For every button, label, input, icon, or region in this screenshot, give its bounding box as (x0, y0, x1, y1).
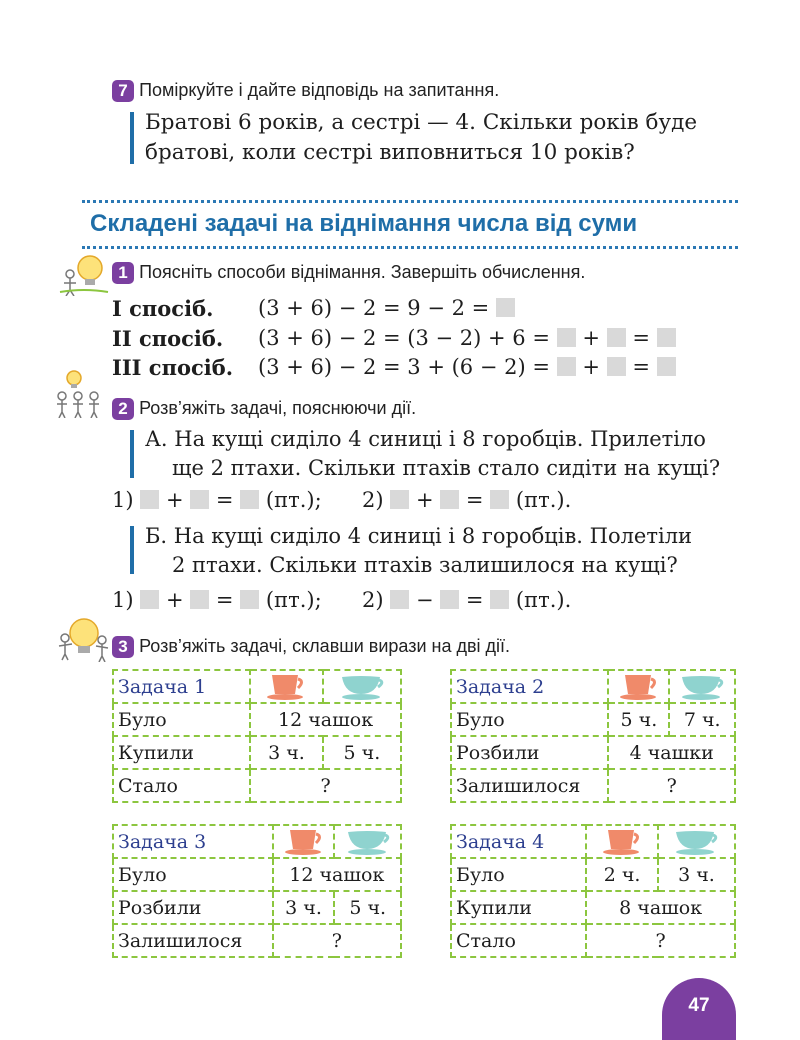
answer-box[interactable] (496, 298, 515, 317)
answer-box[interactable] (390, 590, 409, 609)
orange-cup-icon (608, 670, 669, 703)
answer-box[interactable] (657, 328, 676, 347)
answer-box[interactable] (607, 328, 626, 347)
teal-cup-icon (323, 670, 401, 703)
table-title: Задача 1 (113, 670, 250, 703)
quote-bar (130, 526, 134, 574)
operator: + (582, 355, 600, 379)
quote-bar (130, 112, 134, 164)
cell-value: 4 чашки (608, 736, 735, 769)
cell-value: ? (250, 769, 401, 802)
row-label: Залишилося (451, 769, 608, 802)
teal-cup-icon (334, 825, 401, 858)
task2-instruction: Розв’яжіть задачі, пояснюючи дії. (139, 398, 417, 418)
row-label: Було (451, 703, 608, 736)
cell-value: ? (273, 924, 401, 957)
cell-value: 3 ч. (273, 891, 335, 924)
orange-cup-icon (586, 825, 658, 858)
expr: (3 + 6) − 2 = 9 − 2 = (258, 296, 490, 320)
row-label: Було (113, 703, 250, 736)
answer-box[interactable] (140, 590, 159, 609)
task-table-3 (112, 824, 402, 958)
row-label: Стало (451, 924, 586, 957)
equals: = (215, 588, 234, 612)
equals: = (215, 488, 234, 512)
task1-expression (258, 355, 676, 379)
method-label: I спосіб. (112, 296, 214, 321)
equals: = (632, 355, 650, 379)
page-number: 47 (662, 978, 736, 1040)
task2b-line1: Б. На кущі сиділо 4 синиці і 8 горобців. Полетіли (145, 524, 693, 548)
task1-row (112, 355, 233, 380)
task2a-line1: А. На кущі сиділо 4 синиці і 8 горобців. Прилетіло (145, 427, 706, 451)
task-table-1 (112, 669, 402, 803)
method-label: II спосіб. (112, 326, 224, 351)
task2a-line2: ще 2 птахи. Скільки птахів стало сидіти на кущі? (172, 456, 721, 480)
task-table-2 (450, 669, 736, 803)
step-number: 1) (112, 488, 134, 512)
method-label: III спосіб. (112, 355, 234, 380)
operator: + (165, 588, 184, 612)
step-number: 2) (362, 488, 384, 512)
dotted-divider-bottom (82, 246, 738, 249)
step-number: 1) (112, 588, 134, 612)
answer-box[interactable] (657, 357, 676, 376)
task-number-badge: 1 (112, 262, 134, 284)
row-label: Розбили (451, 736, 608, 769)
row-label: Розбили (113, 891, 273, 924)
task2a-solution-1 (112, 488, 322, 512)
answer-box[interactable] (440, 490, 459, 509)
task-table-4 (450, 824, 736, 958)
task7-line2: братові, коли сестрі виповниться 10 років? (145, 140, 635, 165)
answer-box[interactable] (240, 590, 259, 609)
unit: (пт.). (515, 488, 572, 512)
operator: + (415, 488, 434, 512)
answer-box[interactable] (557, 357, 576, 376)
unit: (пт.); (265, 588, 322, 612)
answer-box[interactable] (490, 590, 509, 609)
thinking-bulb-icon (58, 252, 110, 300)
cell-value: 8 чашок (586, 891, 735, 924)
task3-header (112, 636, 510, 658)
answer-box[interactable] (490, 490, 509, 509)
row-label: Стало (113, 769, 250, 802)
equals: = (632, 326, 650, 350)
cell-value: 5 ч. (323, 736, 401, 769)
quote-bar (130, 430, 134, 478)
task1-header (112, 262, 585, 284)
orange-cup-icon (250, 670, 323, 703)
task2b-solution-1 (112, 588, 322, 612)
row-label: Купили (113, 736, 250, 769)
orange-cup-icon (273, 825, 335, 858)
lightbulb-idea-icon (56, 616, 110, 666)
expr: (3 + 6) − 2 = 3 + (6 − 2) = (258, 355, 550, 379)
answer-box[interactable] (190, 590, 209, 609)
operator: + (582, 326, 600, 350)
row-label: Було (113, 858, 273, 891)
task7-instruction: Поміркуйте і дайте відповідь на запитання. (139, 80, 500, 100)
cell-value: 12 чашок (250, 703, 401, 736)
task-number-badge: 3 (112, 636, 134, 658)
equals: = (465, 588, 484, 612)
group-idea-icon (52, 368, 108, 422)
cell-value: 2 ч. (586, 858, 658, 891)
task2b-solution-2 (362, 588, 571, 612)
task2b-line2: 2 птахи. Скільки птахів залишилося на кущі? (172, 553, 678, 577)
task2a-solution-2 (362, 488, 571, 512)
row-label: Залишилося (113, 924, 273, 957)
teal-cup-icon (658, 825, 735, 858)
answer-box[interactable] (240, 490, 259, 509)
task1-row (112, 296, 213, 321)
step-number: 2) (362, 588, 384, 612)
unit: (пт.); (265, 488, 322, 512)
answer-box[interactable] (607, 357, 626, 376)
teal-cup-icon (669, 670, 735, 703)
answer-box[interactable] (557, 328, 576, 347)
task2-header (112, 398, 416, 420)
table-title: Задача 3 (113, 825, 273, 858)
cell-value: 3 ч. (250, 736, 323, 769)
task-number-badge: 2 (112, 398, 134, 420)
dotted-divider-top (82, 200, 738, 203)
cell-value: 12 чашок (273, 858, 401, 891)
answer-box[interactable] (440, 590, 459, 609)
unit: (пт.). (515, 588, 572, 612)
task1-row (112, 326, 223, 351)
task3-instruction: Розв’яжіть задачі, склавши вирази на дві дії. (139, 636, 511, 656)
expr: (3 + 6) − 2 = (3 − 2) + 6 = (258, 326, 550, 350)
cell-value: 3 ч. (658, 858, 735, 891)
answer-box[interactable] (190, 490, 209, 509)
task1-expression (258, 296, 515, 320)
cell-value: 5 ч. (608, 703, 669, 736)
task-number-badge: 7 (112, 80, 134, 102)
section-title: Складені задачі на віднімання числа від суми (90, 210, 638, 237)
cell-value: ? (608, 769, 735, 802)
task1-expression (258, 326, 676, 350)
cell-value: 5 ч. (334, 891, 401, 924)
cell-value: ? (586, 924, 735, 957)
answer-box[interactable] (390, 490, 409, 509)
cell-value: 7 ч. (669, 703, 735, 736)
table-title: Задача 4 (451, 825, 586, 858)
task7-line1: Братові 6 років, а сестрі — 4. Скільки років буде (145, 110, 698, 135)
equals: = (465, 488, 484, 512)
row-label: Купили (451, 891, 586, 924)
table-title: Задача 2 (451, 670, 608, 703)
answer-box[interactable] (140, 490, 159, 509)
task1-instruction: Поясніть способи віднімання. Завершіть обчислення. (139, 262, 586, 282)
row-label: Було (451, 858, 586, 891)
operator: − (415, 588, 434, 612)
task7-header (112, 80, 499, 102)
operator: + (165, 488, 184, 512)
